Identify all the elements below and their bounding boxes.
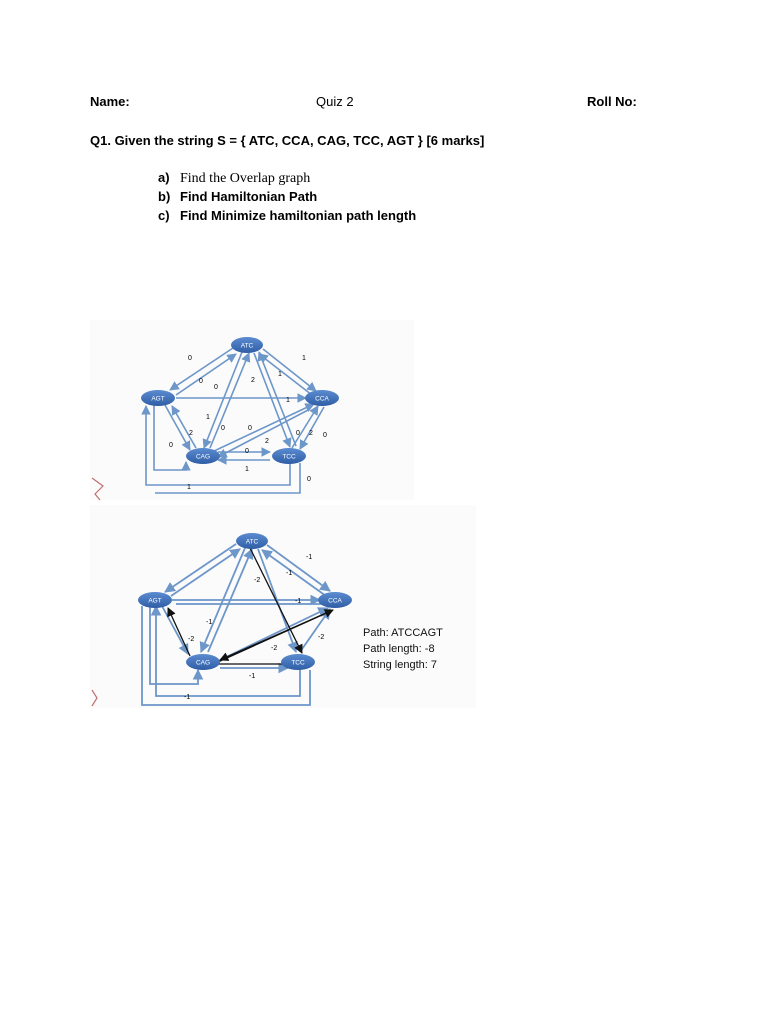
task-text: Find Hamiltonian Path <box>180 189 318 204</box>
graph1-node-cag <box>186 448 220 464</box>
svg-text:TCC: TCC <box>282 453 296 461</box>
svg-text:CCA: CCA <box>315 395 329 403</box>
string-length-value: 7 <box>430 659 437 671</box>
svg-text:CAG: CAG <box>195 659 211 667</box>
graph2-weight: -1 <box>249 673 256 680</box>
path-length-result <box>363 643 435 655</box>
quiz-title: Quiz 2 <box>316 94 354 109</box>
graph2-node-cca <box>318 592 352 608</box>
graph2-weight: -1 <box>286 570 293 577</box>
path-length-value: -8 <box>424 643 435 655</box>
graph2-weight: -1 <box>184 694 191 701</box>
graph1-weight: 1 <box>286 397 290 404</box>
graph2-weight: -1 <box>306 554 313 561</box>
graph2-weight: -1 <box>206 619 213 626</box>
task-text: Find the Overlap graph <box>180 171 311 186</box>
graph2-weight: -2 <box>271 645 278 652</box>
graph1-weight: 0 <box>221 425 225 432</box>
graph2-weight: -2 <box>318 634 325 641</box>
name-label: Name: <box>90 94 130 109</box>
graph1-weight: 2 <box>251 377 255 384</box>
graph1-weight: 0 <box>296 430 300 437</box>
svg-text:AGT: AGT <box>148 597 162 605</box>
path-value: ATCCAGT <box>391 627 443 639</box>
svg-text:TCC: TCC <box>291 659 305 667</box>
graph1-node-tcc <box>272 448 306 464</box>
graph1-weight: 0 <box>245 448 249 455</box>
svg-text:AGT: AGT <box>151 395 165 403</box>
graph2-node-tcc <box>281 654 315 670</box>
graph1-weight: 1 <box>187 484 191 491</box>
path-result <box>363 627 443 639</box>
graph2-node-atc <box>236 533 268 549</box>
graph1-weight: 2 <box>265 438 269 445</box>
svg-text:CAG: CAG <box>195 453 211 461</box>
graph1-node-cca <box>305 390 339 406</box>
graph1-node-agt <box>141 390 175 406</box>
graph2-weight: -1 <box>295 598 302 605</box>
svg-text:ATC: ATC <box>240 342 254 350</box>
graph1-weight: 1 <box>206 414 210 421</box>
string-length-label: String length: <box>363 659 431 671</box>
string-length-result <box>363 659 437 671</box>
task-text: Find Minimize hamiltonian path length <box>180 208 417 223</box>
svg-text:CCA: CCA <box>328 597 342 605</box>
path-label: Path: <box>363 627 392 639</box>
graph2-weight: -2 <box>254 577 261 584</box>
graph1-weight: 0 <box>323 432 327 439</box>
graph1-weight: 1 <box>278 371 282 378</box>
path-length-label: Path length: <box>363 643 425 655</box>
task-marker: b) <box>158 189 171 204</box>
graph2-node-agt <box>138 592 172 608</box>
graph1-weight: 1 <box>245 466 249 473</box>
graph1-weight: 0 <box>199 378 203 385</box>
task-marker: c) <box>158 208 170 223</box>
roll-no-label: Roll No: <box>587 94 637 109</box>
graph1-weight: 0 <box>214 384 218 391</box>
graph2-node-cag <box>186 654 220 670</box>
graph1-weight: 0 <box>307 476 311 483</box>
graph1-weight: 1 <box>302 355 306 362</box>
graph1-weight: 0 <box>188 355 192 362</box>
graph2-weight: -2 <box>188 636 195 643</box>
svg-text:ATC: ATC <box>245 538 259 546</box>
graph1-weight: 2 <box>309 430 313 437</box>
graph1-weight: 2 <box>189 430 193 437</box>
question-text: Q1. Given the string S = { ATC, CCA, CAG, TCC, AGT } [6 marks] <box>90 133 485 148</box>
graph1-weight: 0 <box>169 442 173 449</box>
task-marker: a) <box>158 170 170 185</box>
graph1-weight: 0 <box>248 425 252 432</box>
graph1-node-atc <box>231 337 263 353</box>
